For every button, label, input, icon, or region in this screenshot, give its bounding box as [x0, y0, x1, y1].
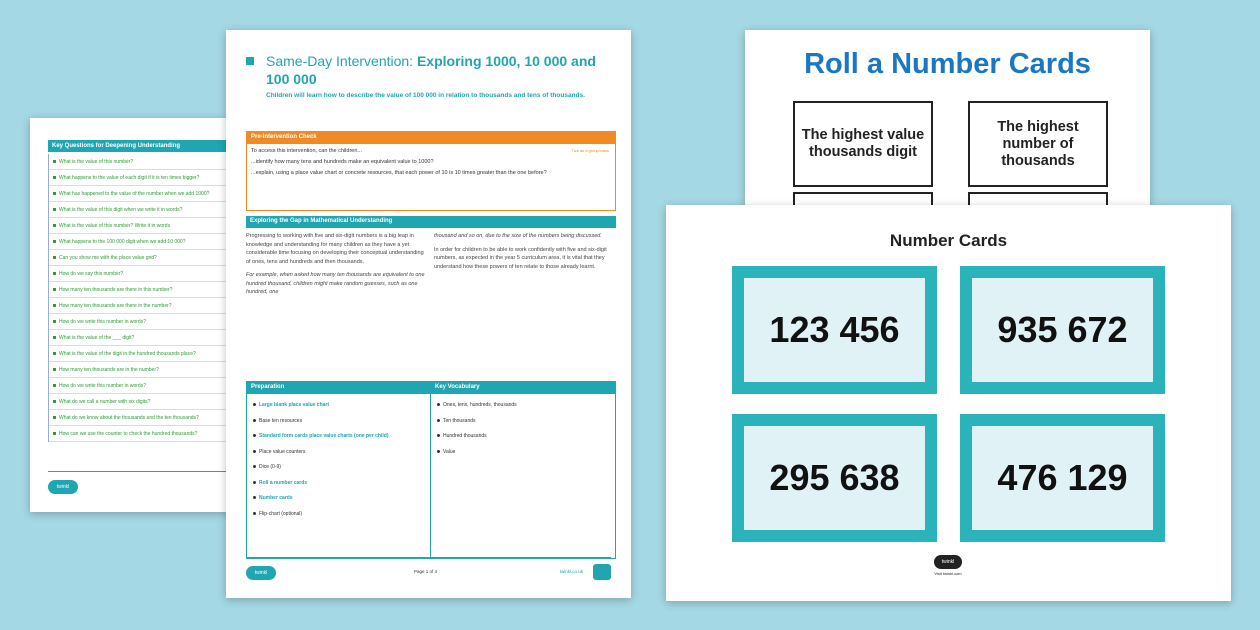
plan-subtitle: Children will learn how to describe the value of 100 000 in relation to thousands and tens of thousands. — [266, 92, 585, 99]
number-card — [732, 266, 937, 394]
vocabulary-item: Hundred thousands — [437, 429, 607, 445]
exploring-left-example: For example, when asked how many ten thousands are equivalent to one hundred thousand, children might make random guesses, such as one hundred, one — [246, 272, 425, 295]
bullet-icon — [53, 368, 56, 371]
exploring-right-column — [434, 232, 614, 271]
bullet-icon — [253, 403, 256, 406]
vocabulary-header: Key Vocabulary — [431, 382, 615, 394]
pre-check-line-2: ...explain, using a place value chart or concrete resources, that each power of 10 is 10 times greater than the one before? — [251, 170, 547, 176]
bullet-icon — [253, 419, 256, 422]
bullet-icon — [437, 434, 440, 437]
question-item: What is the value of this number? — [49, 154, 226, 170]
pre-check-note: Tick as a group/class — [571, 148, 609, 153]
preparation-item[interactable]: Number cards — [253, 491, 423, 507]
question-item: How can we use the counter to check the hundred thousands? — [49, 426, 226, 442]
preparation-item: Dice (0-9) — [253, 460, 423, 476]
bullet-icon — [53, 336, 56, 339]
bullet-icon — [253, 434, 256, 437]
bullet-icon — [253, 465, 256, 468]
bullet-icon — [53, 256, 56, 259]
exploring-left-column — [246, 232, 426, 297]
question-item: How many ten thousands are in the number? — [49, 362, 226, 378]
pre-intervention-check — [246, 131, 616, 211]
page-number: Page 1 of 4 — [414, 569, 438, 574]
intervention-plan-sheet — [226, 30, 631, 598]
bullet-icon — [53, 224, 56, 227]
question-item: What is the value of this number? Write it in words — [49, 218, 226, 234]
bullet-icon — [253, 496, 256, 499]
bullet-icon — [53, 160, 56, 163]
bullet-icon — [437, 419, 440, 422]
bullet-icon — [53, 432, 56, 435]
roll-card: The highest value thousands digit — [793, 101, 933, 187]
preparation-list — [253, 398, 423, 522]
preparation-vocabulary-table — [246, 381, 616, 559]
pre-check-header: Pre-Intervention Check — [247, 132, 615, 144]
bullet-icon — [53, 176, 56, 179]
preparation-item[interactable]: Roll a number cards — [253, 476, 423, 492]
bullet-icon — [53, 416, 56, 419]
number-cards-title: Number Cards — [889, 231, 1008, 250]
number-card-value: 295 638 — [744, 426, 925, 530]
exploring-left-intro: Progressing to working with five and six-digit numbers is a big leap in knowledge and understanding for many children as they have a yet considerable time focusing on developing their conceptual understanding of ones, tens and hundreds and then thousands. — [246, 233, 424, 265]
question-item: What do we call a number with six digits? — [49, 394, 226, 410]
number-card — [960, 266, 1165, 394]
bullet-icon — [53, 208, 56, 211]
vocabulary-list — [437, 398, 607, 460]
bullet-icon — [53, 288, 56, 291]
question-item: How do we write this number in words? — [49, 378, 226, 394]
vocabulary-item: Ten thousands — [437, 414, 607, 430]
question-item: Can you show me with the place value grid? — [49, 250, 226, 266]
preparation-item: Place value counters — [253, 445, 423, 461]
number-card-value: 935 672 — [972, 278, 1153, 382]
preparation-item[interactable]: Large blank place value chart — [253, 398, 423, 414]
number-card — [960, 414, 1165, 542]
roll-number-cards-sheet — [745, 30, 1150, 220]
logo-caption: Visit twinkl.com — [934, 571, 962, 576]
preparation-header: Preparation — [247, 382, 430, 394]
bullet-icon — [437, 403, 440, 406]
exploring-gap-section — [246, 216, 616, 376]
pre-check-line-1: ...identify how many tens and hundreds make an equivalent value to 1000? — [251, 159, 434, 165]
preparation-item[interactable]: Standard form cards place value charts (one per child) — [253, 429, 423, 445]
bullet-icon — [53, 352, 56, 355]
question-item: How many ten thousands are there in the number? — [49, 298, 226, 314]
questions-header: Key Questions for Deepening Understanding — [48, 140, 226, 152]
number-card-value: 476 129 — [972, 426, 1153, 530]
bullet-icon — [53, 400, 56, 403]
question-item: What is the value of the digit in the hundred thousands place? — [49, 346, 226, 362]
badge-icon — [593, 564, 611, 580]
bullet-icon — [253, 450, 256, 453]
title-square-icon — [246, 57, 254, 65]
vocabulary-item: Ones, tens, hundreds, thousands — [437, 398, 607, 414]
vocabulary-item: Value — [437, 445, 607, 461]
number-cards-sheet — [666, 205, 1231, 601]
bullet-icon — [53, 272, 56, 275]
plan-title: Same-Day Intervention: Exploring 1000, 10 000 and 100 000 — [266, 53, 596, 87]
twinkl-logo: twinkl — [934, 555, 962, 569]
question-item: What is the value of this digit when we write it in words? — [49, 202, 226, 218]
website-link: twinkl.co.uk — [559, 569, 583, 574]
pre-check-intro: To access this intervention, can the children... — [251, 148, 362, 154]
roll-cards-title: Roll a Number Cards — [804, 48, 1091, 80]
twinkl-logo: twinkl — [246, 566, 276, 580]
bullet-icon — [53, 320, 56, 323]
bullet-icon — [253, 481, 256, 484]
question-item: What happens to the value of each digit if it is ten times bigger? — [49, 170, 226, 186]
roll-card: The highest number of thousands — [968, 101, 1108, 187]
plan-footer-divider — [246, 557, 611, 558]
bullet-icon — [53, 240, 56, 243]
twinkl-logo: twinkl — [48, 480, 78, 494]
question-item: What do we know about the thousands and the ten thousands? — [49, 410, 226, 426]
bullet-icon — [53, 304, 56, 307]
bullet-icon — [53, 384, 56, 387]
plan-title-row — [246, 52, 611, 101]
table-divider — [430, 382, 431, 558]
exploring-right-body: In order for children to be able to work confidently with five and six-digit numbers, as expected in the year 5 curriculum area, it is vital that they understand how these powers of ten relate to those already learnt. — [434, 246, 607, 270]
footer-divider — [48, 471, 226, 472]
question-item: How do we say this number? — [49, 266, 226, 282]
question-item: What is the value of the ___ digit? — [49, 330, 226, 346]
question-item: What happens to the 100 000 digit when we add 10 000? — [49, 234, 226, 250]
preparation-item: Base ten resources — [253, 414, 423, 430]
exploring-gap-header: Exploring the Gap in Mathematical Understanding — [246, 216, 616, 228]
question-item: What has happened to the value of the number when we add 1000? — [49, 186, 226, 202]
question-item: How do we write this number in words? — [49, 314, 226, 330]
number-card — [732, 414, 937, 542]
preparation-item: Flip-chart (optional) — [253, 507, 423, 523]
exploring-right-intro: thousand and so on, due to the size of the numbers being discussed. — [434, 233, 602, 239]
question-item: How many ten thousands are there in this number? — [49, 282, 226, 298]
bullet-icon — [53, 192, 56, 195]
questions-list — [48, 154, 226, 442]
bullet-icon — [253, 512, 256, 515]
questions-sheet — [30, 118, 240, 512]
bullet-icon — [437, 450, 440, 453]
number-card-value: 123 456 — [744, 278, 925, 382]
